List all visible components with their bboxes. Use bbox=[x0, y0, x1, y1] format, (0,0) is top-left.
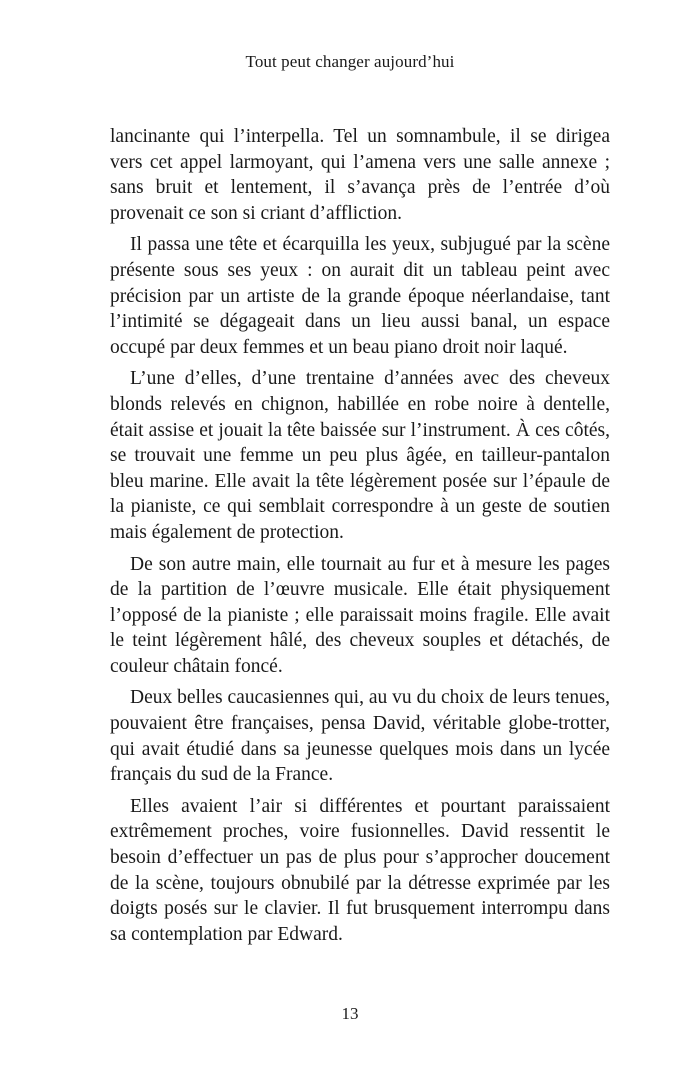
paragraph: L’une d’elles, d’une trentaine d’années avec des cheveux blonds relevés en chignon, habillée en robe noire à dentelle, était assise et jouait la tête baissée sur l’instrument. À ces côtés, se trouvait une femme un peu plus âgée, en tailleur-pantalon bleu marine. Elle avait la tête légèrement posée sur l’épaule de la pianiste, ce qui semblait correspondre à un geste de soutien mais également de protection. bbox=[110, 368, 610, 543]
paragraph: De son autre main, elle tournait au fur et à mesure les pages de la partition de l’œuvre musicale. Elle était physiquement l’opposé de la pianiste ; elle paraissait moins fragile. Elle avait le teint légèrement hâlé, des cheveux souples et détachés, de couleur châtain foncé. bbox=[110, 553, 610, 677]
paragraph: Deux belles caucasiennes qui, au vu du choix de leurs tenues, pouvaient être françaises, pensa David, véritable globe-trotter, qui avait étudié dans sa jeunesse quelques mois dans un lycée français du sud de la France. bbox=[110, 687, 610, 786]
paragraph: Elles avaient l’air si différentes et pourtant paraissaient extrêmement proches, voire fusionnelles. David ressentit le besoin d’effectuer un pas de plus pour s’approcher doucement de la scène, toujours obnubilé par la détresse exprimée par les doigts posés sur le clavier. Il fut brusquement interrompu dans sa contemplation par Edward. bbox=[110, 795, 610, 945]
body-text bbox=[110, 124, 610, 947]
running-header: Tout peut changer aujourd’hui bbox=[245, 52, 455, 71]
paragraph-continued: lancinante qui l’interpella. Tel un somnambule, il se dirigea vers cet appel larmoyant, qui l’amena vers une salle annexe ; sans bruit et lentement, il s’avança près de l’entrée d’où provenait ce son si criant d’affliction. bbox=[110, 126, 610, 224]
page-number: 13 bbox=[341, 1004, 359, 1023]
paragraph: Il passa une tête et écarquilla les yeux, subjugué par la scène présente sous ses yeux : on aurait dit un tableau peint avec précision par un artiste de la grande époque néerlandaise, tant l’intimité se dégageait dans un lieu aussi banal, un espace occupé par deux femmes et un beau piano droit noir laqué. bbox=[110, 234, 610, 358]
